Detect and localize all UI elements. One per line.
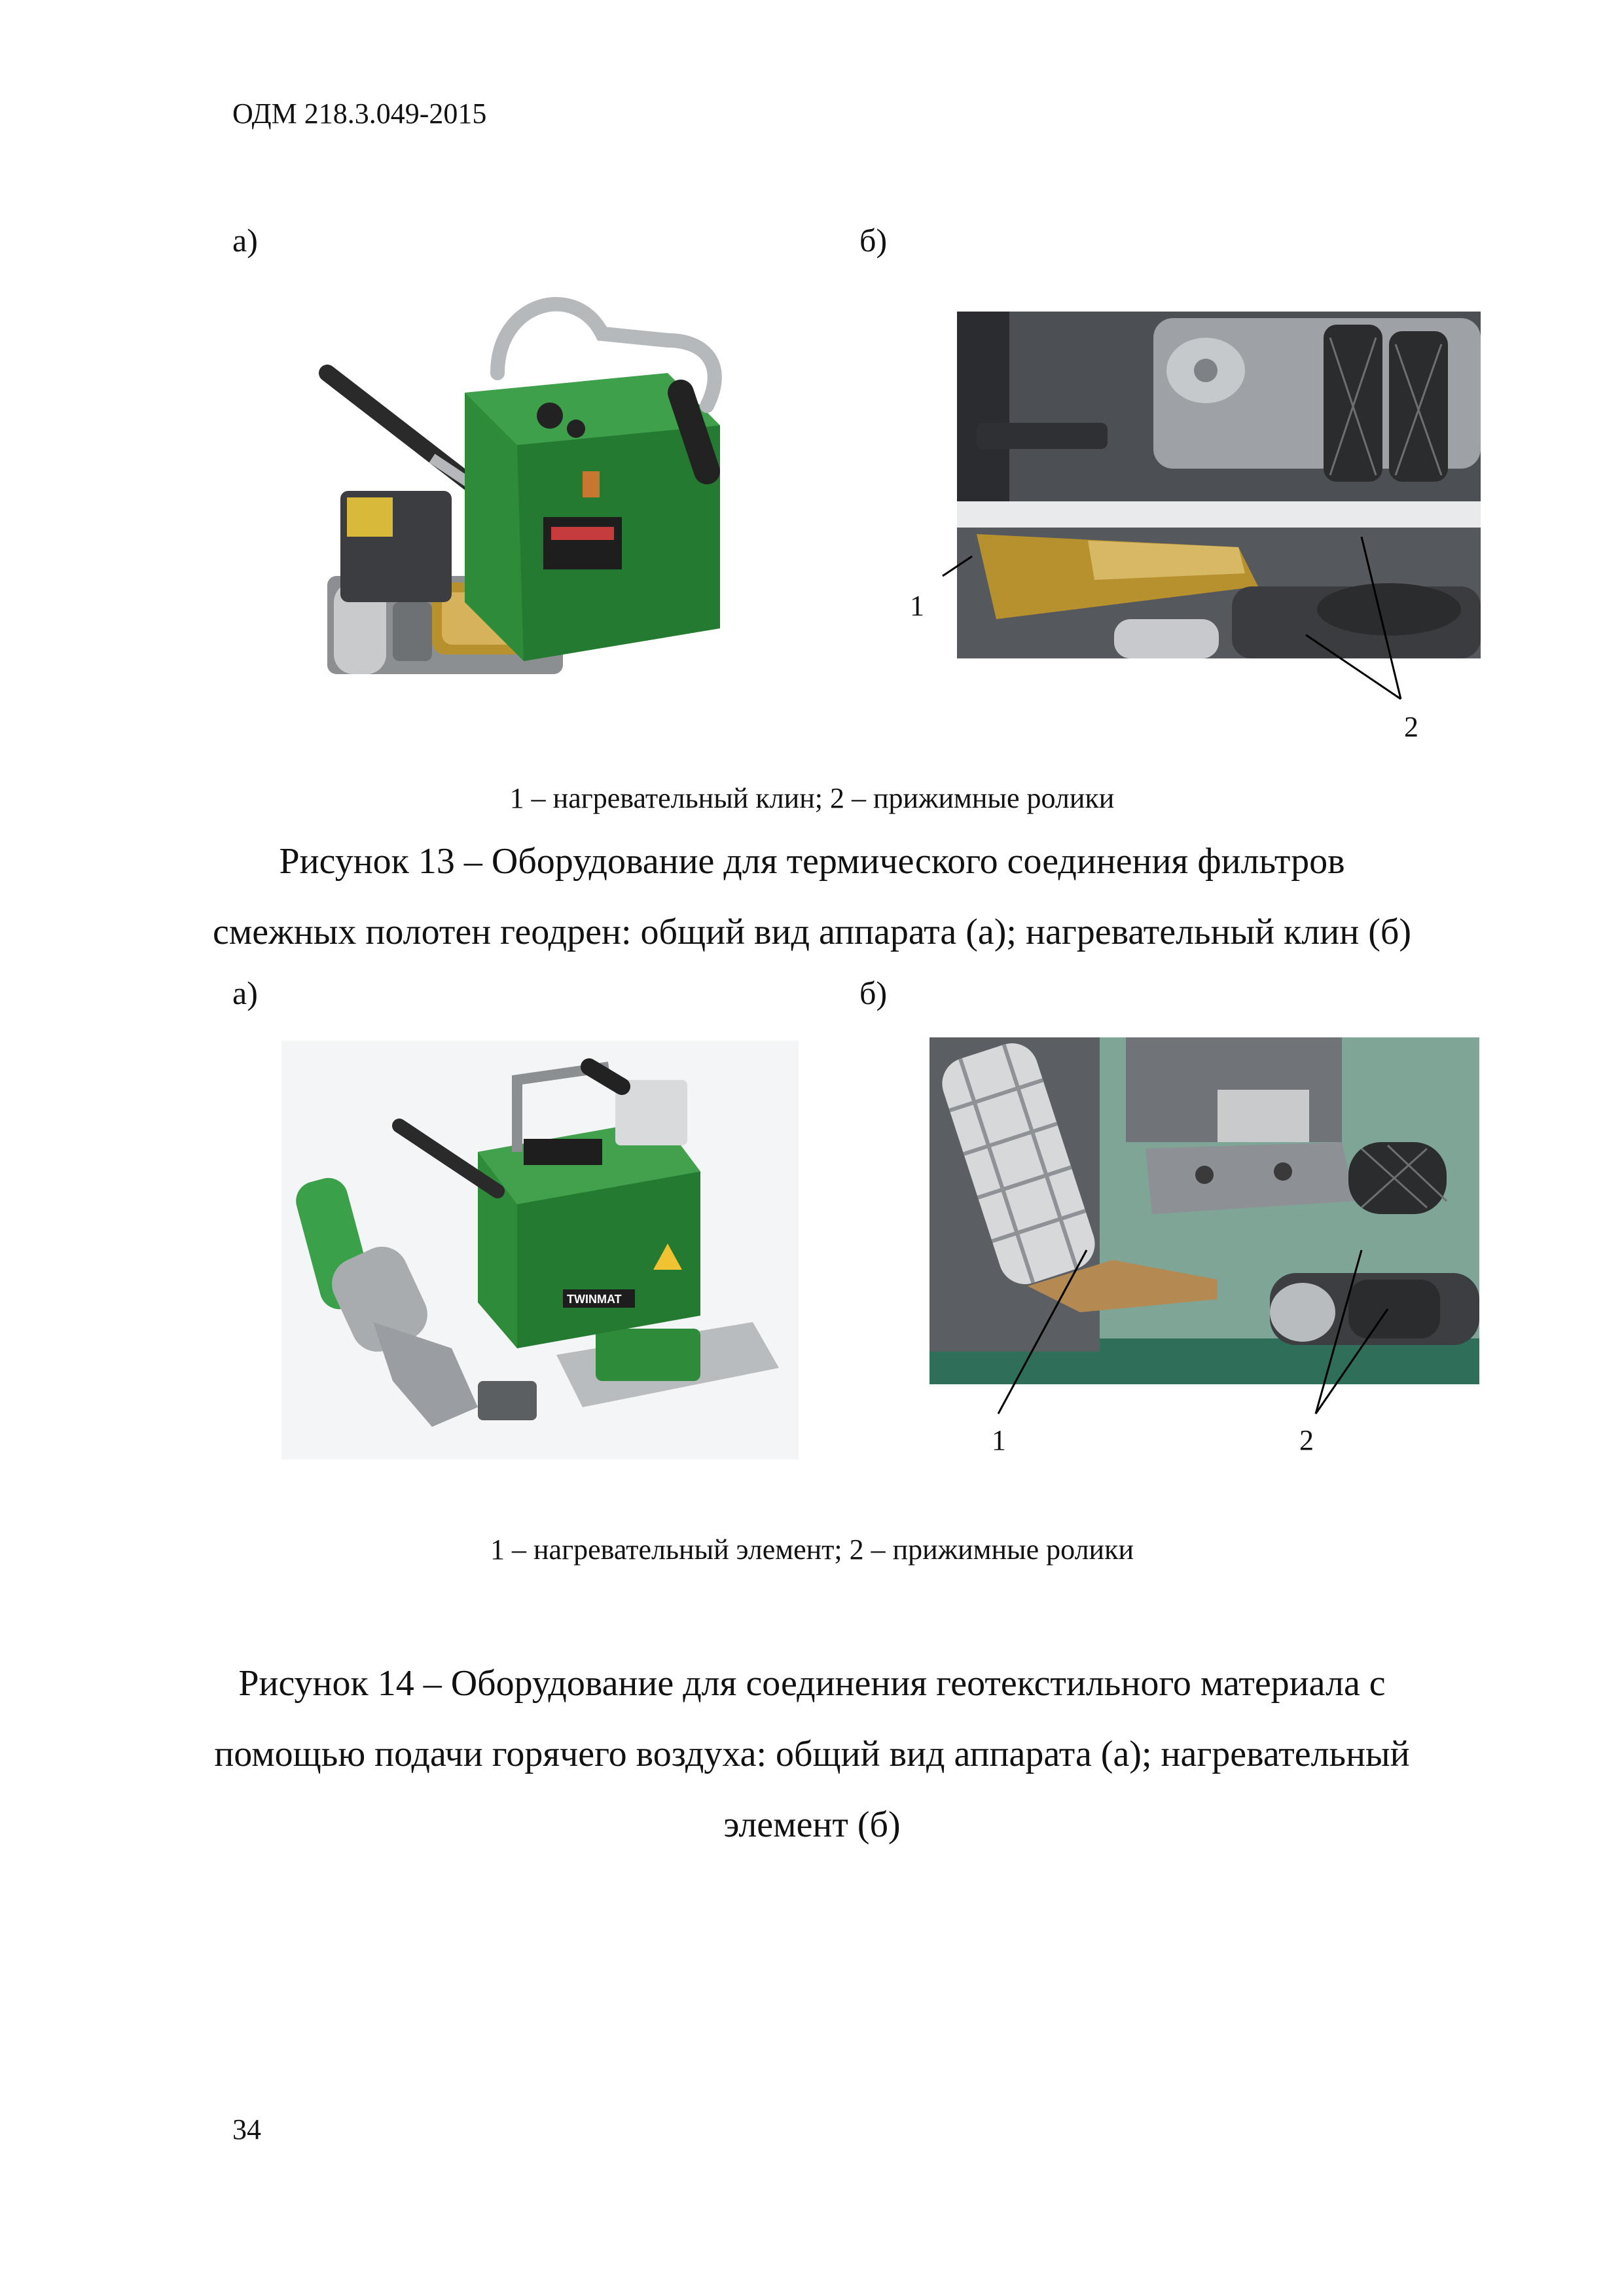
- fig14b-callout-lines: [969, 1230, 1440, 1440]
- fig13-label-b: б): [859, 222, 888, 259]
- hot-air-welder-photo-icon: [281, 1041, 799, 1460]
- document-code: ОДМ 218.3.049-2015: [232, 98, 487, 130]
- fig14b-callout-1: 1: [992, 1424, 1006, 1456]
- fig13b-callout-2: 2: [1404, 711, 1418, 743]
- page-number: 34: [232, 2113, 261, 2145]
- fig13-label-a: а): [232, 222, 258, 259]
- fig13-caption-line2: смежных полотен геодрен: общий вид аппарата (а); нагревательный клин (б): [212, 912, 1412, 952]
- fig14-caption-line3: элемент (б): [723, 1804, 901, 1845]
- welding-machine-photo-icon: [301, 275, 753, 720]
- fig14a-welder-photo: [281, 1041, 799, 1460]
- fig14-label-a: а): [232, 975, 258, 1011]
- fig14-caption-line2: помощью подачи горячего воздуха: общий вид аппарата (а); нагревательный: [214, 1734, 1410, 1774]
- fig13-legend: 1 – нагревательный клин; 2 – прижимные ролики: [509, 782, 1115, 814]
- brand-label: TWINMAT: [567, 1293, 622, 1306]
- fig14-caption-line1: Рисунок 14 – Оборудование для соединения геотекстильного материала с: [238, 1663, 1386, 1704]
- fig13b-callout-1: 1: [910, 590, 924, 622]
- fig13a-machine-photo: [301, 275, 753, 720]
- fig14-legend: 1 – нагревательный элемент; 2 – прижимные ролики: [490, 1534, 1134, 1566]
- fig13-caption-line1: Рисунок 13 – Оборудование для термического соединения фильтров: [279, 841, 1345, 882]
- fig14-label-b: б): [859, 975, 888, 1011]
- fig14b-callout-2: 2: [1299, 1424, 1314, 1456]
